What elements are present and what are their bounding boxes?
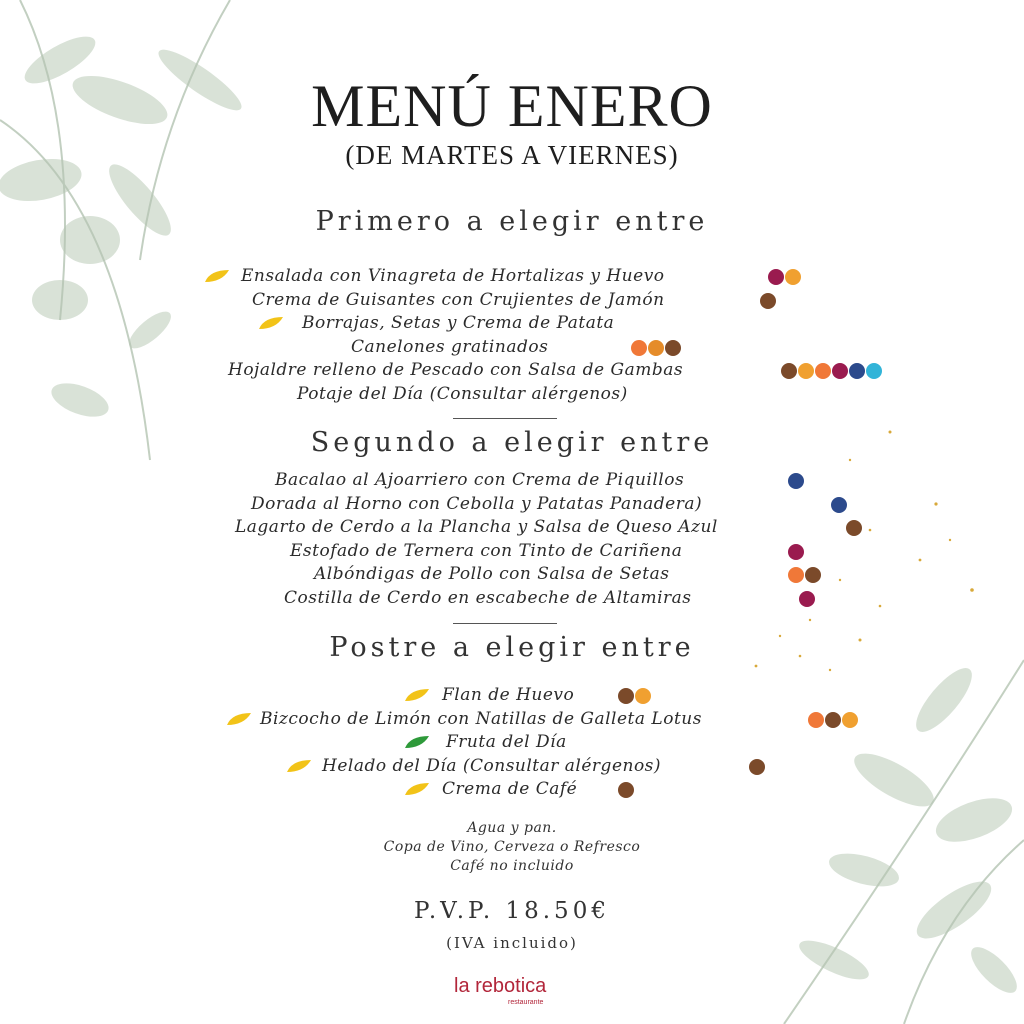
allergen-milk-icon (749, 759, 765, 775)
menu-title: MENÚ ENERO (311, 73, 713, 139)
section-title: Segundo a elegir entre (310, 427, 714, 458)
allergen-milk-icon (846, 520, 862, 536)
allergen-molluscs-icon (866, 363, 882, 379)
dish-name: Ensalada con Vinagreta de Hortalizas y Huevo (241, 266, 665, 286)
allergen-gluten-icon (808, 712, 824, 728)
dish-name: Bacalao al Ajoarriero con Crema de Piquillos (275, 470, 685, 490)
dish-name: Dorada al Horno con Cebolla y Patatas Panadera) (251, 494, 703, 514)
menu-subtitle: (DE MARTES A VIERNES) (345, 140, 679, 170)
allergen-gluten-icon (815, 363, 831, 379)
dish-name: Flan de Huevo (442, 685, 575, 705)
menu-item (0, 337, 1024, 361)
menu-item (0, 313, 1024, 337)
menu-item (0, 541, 1024, 565)
allergen-icons (781, 363, 882, 381)
dish-name: Bizcocho de Limón con Natillas de Galleta Lotus (260, 709, 702, 729)
allergen-icons (831, 497, 847, 515)
menu-item (0, 564, 1024, 588)
allergen-icons (768, 269, 801, 287)
allergen-gluten-icon (631, 340, 647, 356)
includes-line-bread-water: Agua y pan. (467, 820, 557, 836)
menu-item (0, 360, 1024, 384)
allergen-icons (760, 293, 776, 311)
allergen-sulfites-icon (788, 544, 804, 560)
dish-name: Helado del Día (Consultar alérgenos) (322, 756, 662, 776)
allergen-milk-icon (760, 293, 776, 309)
dish-name: Crema de Guisantes con Crujientes de Jamón (252, 290, 665, 310)
allergen-milk-icon (618, 688, 634, 704)
allergen-gluten-icon (788, 567, 804, 583)
vegetarian-leaf-icon (258, 315, 284, 331)
allergen-icons (788, 567, 821, 585)
allergen-icons (788, 473, 804, 491)
menu-price: P.V.P. 18.50€ (414, 898, 610, 924)
section-title: Primero a elegir entre (315, 206, 709, 237)
dish-name: Crema de Café (442, 779, 578, 799)
restaurant-logo (454, 975, 574, 1015)
allergen-egg-icon (798, 363, 814, 379)
menu-item (0, 290, 1024, 314)
tax-note: (IVA incluido) (446, 934, 578, 952)
allergen-egg-icon (785, 269, 801, 285)
menu-item (0, 588, 1024, 612)
allergen-fish-icon (849, 363, 865, 379)
allergen-icons (788, 544, 804, 562)
includes-line-drink: Copa de Vino, Cerveza o Refresco (383, 839, 641, 855)
section-divider (453, 623, 557, 624)
allergen-icons (618, 688, 651, 706)
vegetarian-leaf-icon (286, 758, 312, 774)
vegetarian-leaf-icon (204, 268, 230, 284)
allergen-icons (846, 520, 862, 538)
section-divider (453, 418, 557, 419)
allergen-egg-icon (842, 712, 858, 728)
allergen-milk-icon (618, 782, 634, 798)
menu-item (0, 517, 1024, 541)
menu-item (0, 756, 1024, 780)
allergen-icons (618, 782, 634, 800)
allergen-sulfites-icon (768, 269, 784, 285)
dish-name: Lagarto de Cerdo a la Plancha y Salsa de Queso Azul (235, 517, 718, 537)
allergen-milk-icon (805, 567, 821, 583)
allergen-milk-icon (665, 340, 681, 356)
menu-item (0, 494, 1024, 518)
dish-name: Estofado de Ternera con Tinto de Cariñena (290, 541, 683, 561)
vegetarian-leaf-icon (404, 781, 430, 797)
dish-name: Fruta del Día (446, 732, 567, 752)
dish-name: Hojaldre relleno de Pescado con Salsa de Gambas (228, 360, 684, 380)
menu-item (0, 732, 1024, 756)
menu-item (0, 384, 1024, 408)
allergen-fish-icon (788, 473, 804, 489)
allergen-mustard-icon (648, 340, 664, 356)
allergen-egg-icon (635, 688, 651, 704)
menu-item (0, 685, 1024, 709)
allergen-icons (749, 759, 765, 777)
allergen-sulfites-icon (832, 363, 848, 379)
allergen-milk-icon (825, 712, 841, 728)
allergen-icons (799, 591, 815, 609)
logo-text: la rebotica (454, 975, 547, 997)
allergen-icons (808, 712, 858, 730)
includes-line-coffee: Café no incluido (450, 858, 574, 874)
allergen-fish-icon (831, 497, 847, 513)
section-title: Postre a elegir entre (329, 632, 695, 663)
dish-name: Borrajas, Setas y Crema de Patata (302, 313, 615, 333)
dish-name: Albóndigas de Pollo con Salsa de Setas (314, 564, 670, 584)
allergen-icons (631, 340, 681, 358)
allergen-milk-icon (781, 363, 797, 379)
menu-item (0, 266, 1024, 290)
dish-name: Canelones gratinados (351, 337, 549, 357)
menu-item (0, 709, 1024, 733)
menu-item (0, 779, 1024, 803)
vegetarian-leaf-icon (226, 711, 252, 727)
vegan-leaf-icon (404, 734, 430, 750)
menu-item (0, 470, 1024, 494)
dish-name: Potaje del Día (Consultar alérgenos) (297, 384, 628, 404)
vegetarian-leaf-icon (404, 687, 430, 703)
allergen-sulfites-icon (799, 591, 815, 607)
dish-name: Costilla de Cerdo en escabeche de Altamiras (284, 588, 692, 608)
logo-subtext: restaurante (508, 999, 544, 1006)
